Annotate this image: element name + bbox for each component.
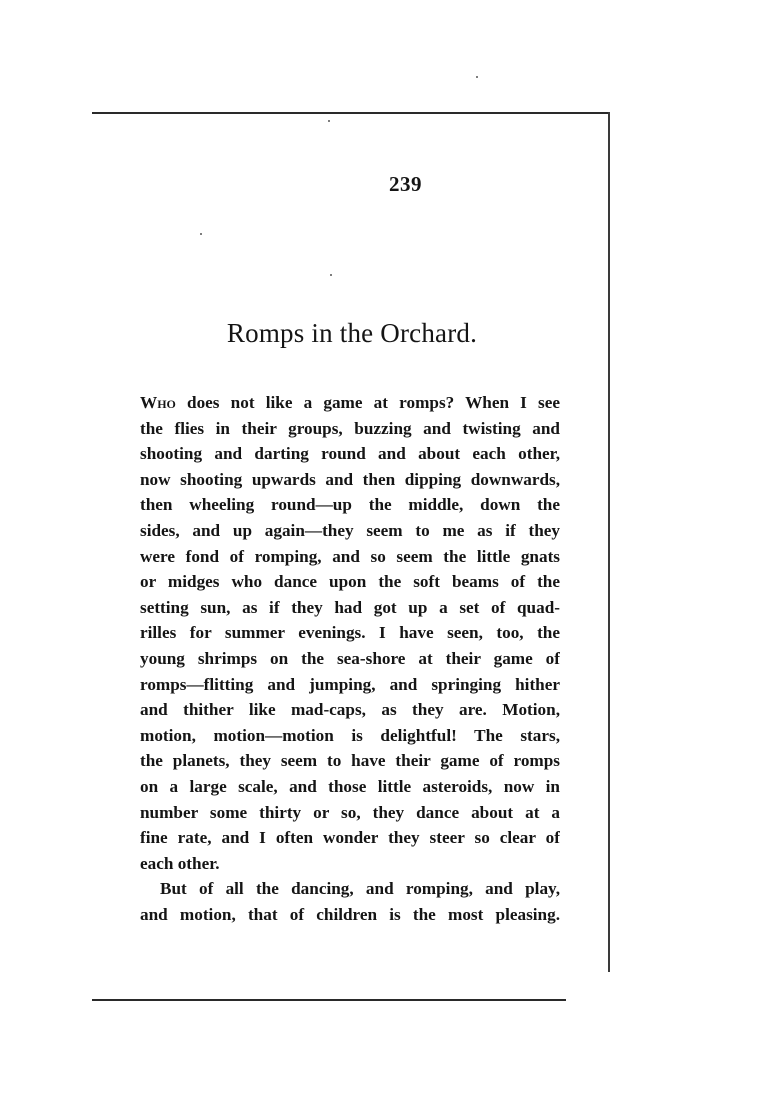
scan-speck — [330, 274, 332, 276]
page-number: 239 — [389, 172, 422, 196]
scan-speck — [200, 233, 202, 235]
paragraph-1-line: and thither like mad-caps, as they are. Motion, — [140, 700, 560, 720]
chapter-title: Romps in the Orchard. — [226, 318, 478, 348]
page-bottom-rule — [92, 999, 566, 1001]
paragraph-1-line: setting sun, as if they had got up a set of quad- — [140, 597, 560, 617]
scan-speck — [476, 76, 478, 78]
paragraph-1-line: now shooting upwards and then dipping downwards, — [140, 469, 560, 489]
paragraph-1-line: were fond of romping, and so seem the little gnats — [140, 546, 560, 566]
page-right-edge — [608, 112, 610, 972]
paragraph-1-line: shooting and darting round and about each other, — [140, 444, 560, 464]
paragraph-1-line: Who does not like a game at romps? When I see — [140, 393, 560, 412]
paragraph-1-line: fine rate, and I often wonder they steer so clear of — [140, 828, 560, 848]
paragraph-1-line: young shrimps on the sea-shore at their game of — [140, 648, 560, 668]
paragraph-1-line: then wheeling round—up the middle, down the — [140, 495, 560, 515]
paragraph-2-line: But of all the dancing, and romping, and play, — [160, 879, 560, 899]
paragraph-1-line: number some thirty or so, they dance about at a — [140, 802, 560, 822]
lead-word: Who — [140, 393, 176, 412]
paragraph-1-line: on a large scale, and those little asteroids, now in — [140, 776, 560, 796]
body-text — [140, 390, 560, 927]
paragraph-1-line: rilles for summer evenings. I have seen, too, the — [140, 623, 560, 643]
paragraph-1-line: sides, and up again—they seem to me as if they — [140, 520, 560, 540]
paragraph-1-line: the planets, they seem to have their game of romps — [140, 751, 560, 771]
paragraph-1-line: each other. — [140, 853, 220, 873]
paragraph-1-line: or midges who dance upon the soft beams of the — [140, 572, 560, 592]
paragraph-1-line: motion, motion—motion is delightful! The stars, — [140, 725, 560, 745]
paragraph-1-line: romps—flitting and jumping, and springing hither — [140, 674, 560, 694]
page-top-rule — [92, 112, 610, 114]
paragraph-2-line: and motion, that of children is the most pleasing. — [140, 904, 560, 924]
paragraph-1-line: the flies in their groups, buzzing and twisting and — [140, 418, 560, 438]
scan-speck — [328, 120, 330, 122]
